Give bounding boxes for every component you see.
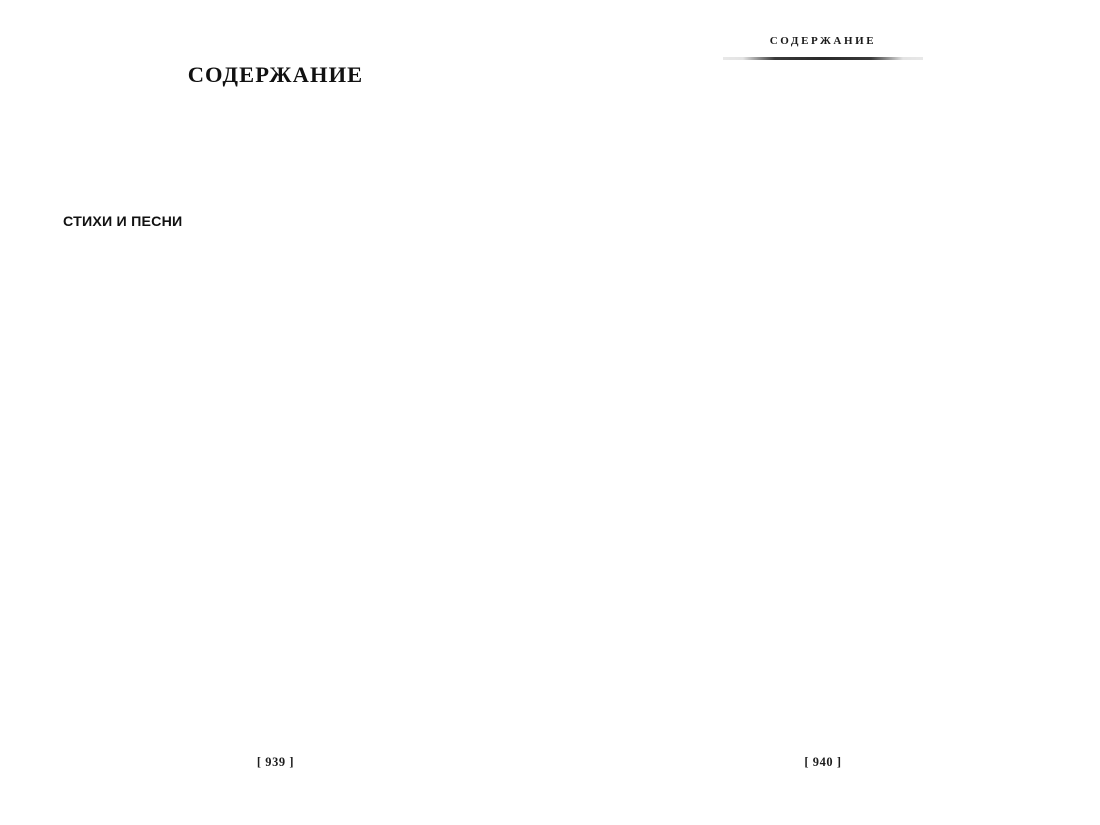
left-page-column [63,0,488,825]
folio-left: [ 939 ] [256,755,295,769]
header-rule-ornament [723,57,923,60]
running-head: СОДЕРЖАНИЕ [769,35,877,47]
right-page-column [613,0,1033,825]
page-title: СОДЕРЖАНИЕ [187,62,364,87]
folio-right: [ 940 ] [804,755,842,769]
section-heading-poems-and-songs: СТИХИ И ПЕСНИ [63,214,183,230]
